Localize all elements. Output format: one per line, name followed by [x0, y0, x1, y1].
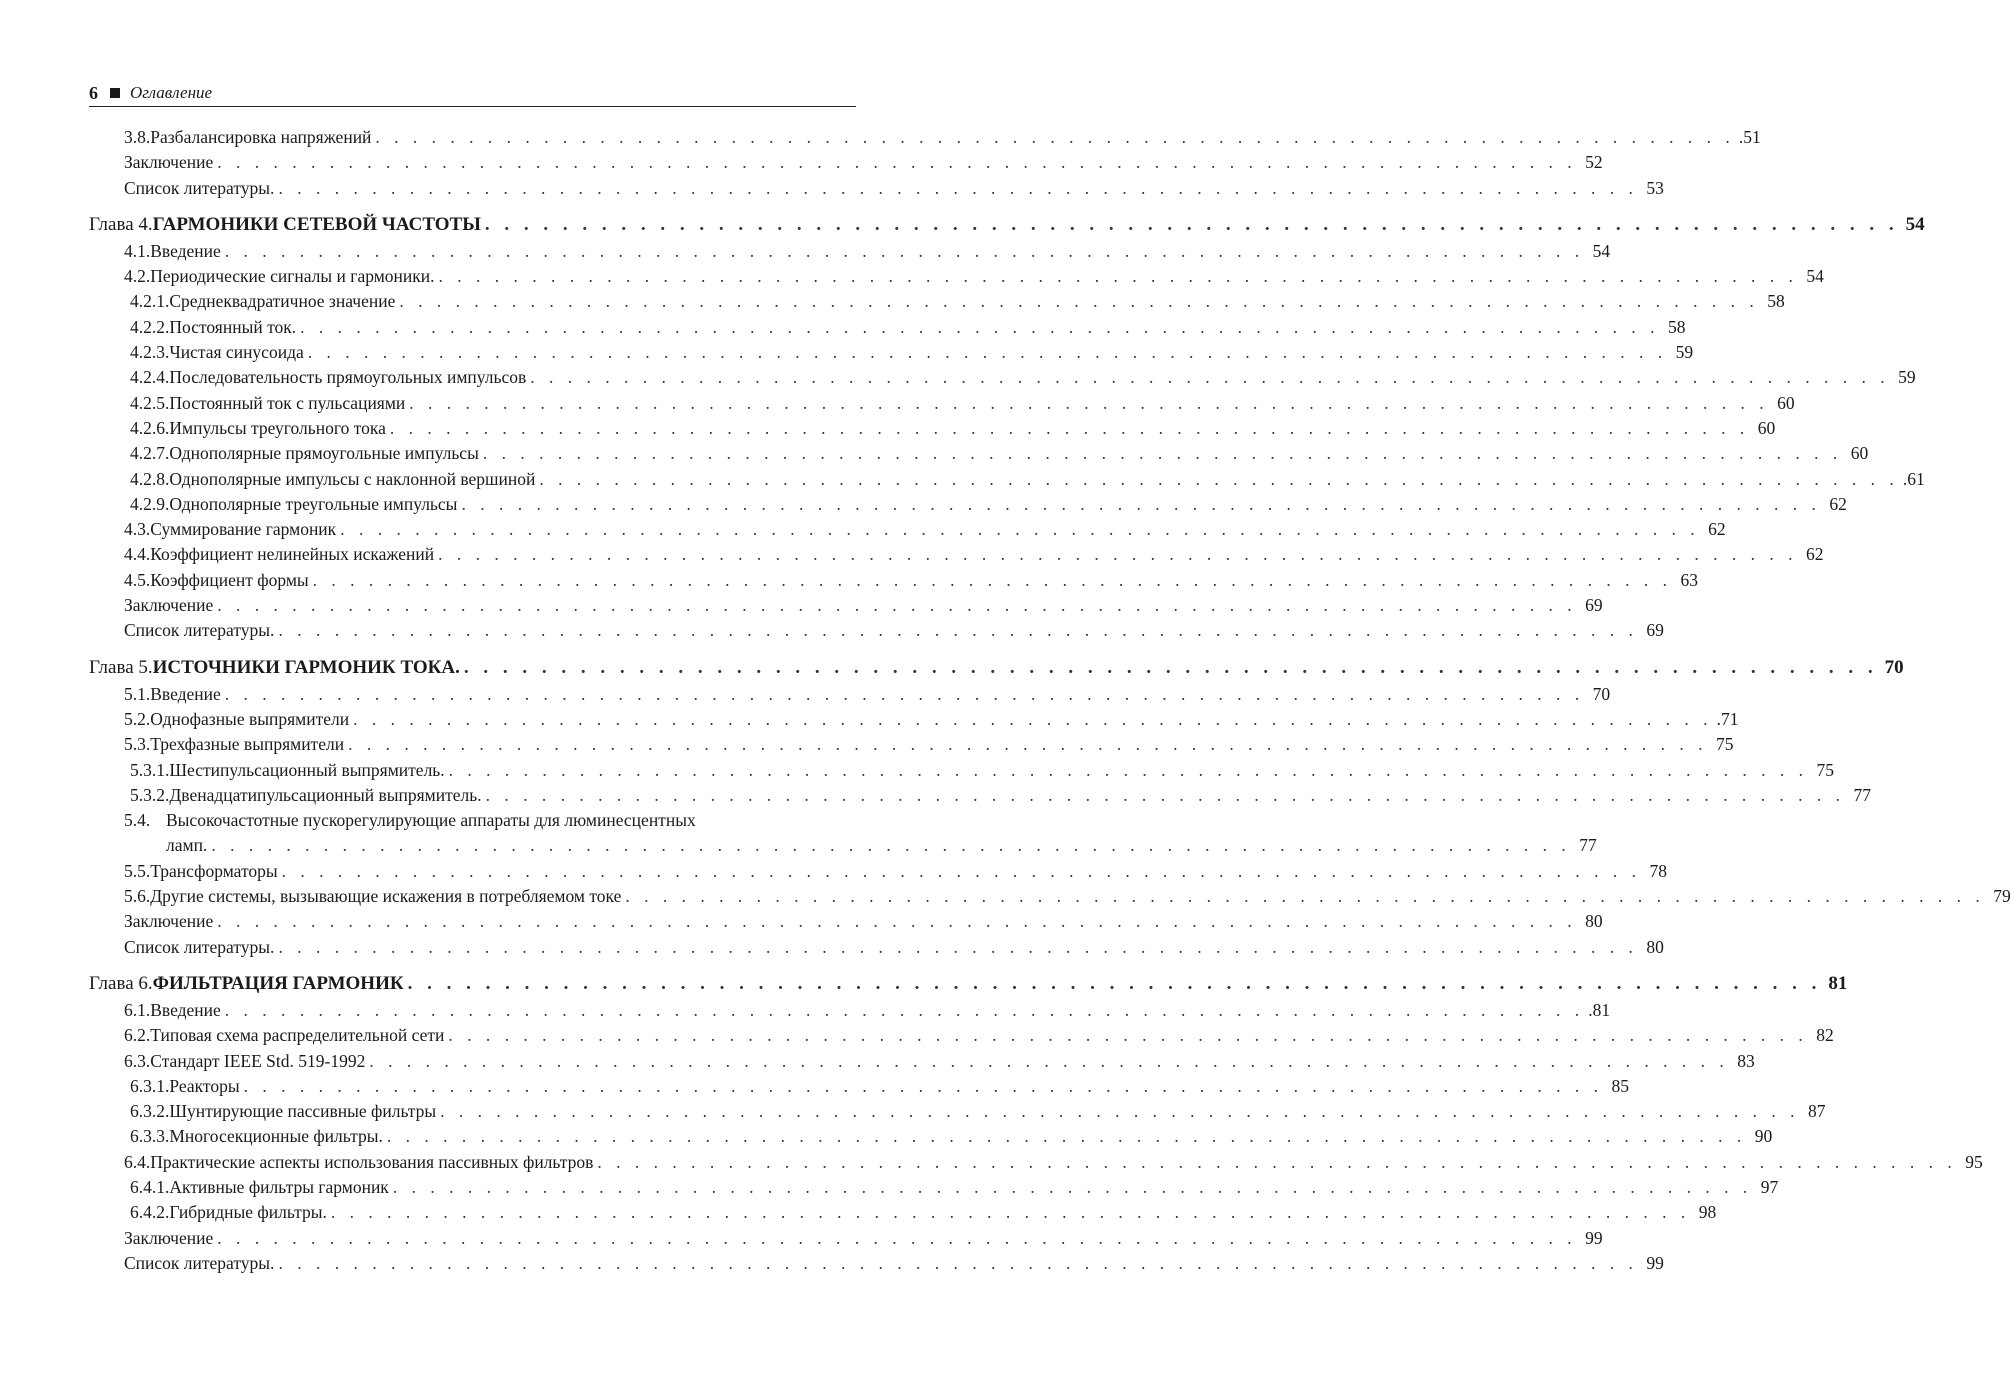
dot-leader: . . . . . . . . . . . . . . . . . . . . . . . . . . . . . . . . . . . . . . . . . . . . . . . . . . . . . . . . . . . . . . . . . . . . . . . . .: [438, 544, 1798, 565]
entry-title: Список литературы.: [124, 177, 275, 198]
entry-page-number: 99: [1585, 1227, 1603, 1248]
toc-section-row[interactable]: [89, 935, 1664, 960]
entry-number: 5.3.1.: [130, 759, 170, 780]
entry-title: Многосекционные фильтры.: [169, 1126, 383, 1147]
entry-number: 5.6.: [124, 886, 151, 907]
dot-leader: . . . . . . . . . . . . . . . . . . . . . . . . . . . . . . . . . . . . . . . . . . . . . . . . . . . . . . . . . . . . . . . . . . . . . . . . .: [278, 936, 1638, 957]
toc-section-row[interactable]: [89, 1251, 1664, 1276]
entry-title: Импульсы треугольного тока: [169, 417, 386, 438]
entry-page-number: .71: [1716, 708, 1739, 729]
entry-page-number: 75: [1816, 759, 1835, 780]
entry-number: 4.2.7.: [130, 443, 170, 464]
entry-page-number: 60: [1777, 392, 1795, 413]
dot-leader: . . . . . . . . . . . . . . . . . . . . . . . . . . . . . . . . . . . . . . . . . . . . . . . . . . . . . . . . . . . . . . . . . . . . . . . . .: [300, 316, 1660, 337]
entry-title: Гибридные фильтры.: [169, 1202, 327, 1223]
entry-page-number: 83: [1737, 1050, 1755, 1071]
entry-page-number: 87: [1808, 1101, 1826, 1122]
entry-page-number: 59: [1675, 342, 1694, 363]
entry-title: Типовая схема распределительной сети: [150, 1025, 445, 1046]
entry-page-number: 54: [1806, 266, 1824, 287]
entry-page-number: 63: [1680, 569, 1699, 590]
entry-page-number: 52: [1585, 152, 1603, 173]
entry-page-number: 58: [1668, 316, 1686, 337]
entry-title: Стандарт IEEE Std. 519-1992: [150, 1050, 366, 1071]
entry-number: 5.4.: [124, 810, 151, 831]
toc-section-row[interactable]: [89, 517, 1726, 542]
entry-title: Введение: [150, 683, 221, 704]
entry-page-number: 80: [1646, 936, 1664, 957]
toc-subsection-row[interactable]: [89, 1099, 1826, 1124]
dot-leader: . . . . . . . . . . . . . . . . . . . . . . . . . . . . . . . . . . . . . . . . . . . . . . . . . . . . . . . . . . . . . . . . . . . . . . . . .: [625, 886, 1985, 907]
toc-subsection-row[interactable]: [89, 1074, 1629, 1099]
dot-leader: . . . . . . . . . . . . . . . . . . . . . . . . . . . . . . . . . . . . . . . . . . . . . . . . . . . . . . . . . . . . . . . . . . . . . . . . .: [448, 1025, 1808, 1046]
entry-page-number: 78: [1649, 860, 1668, 881]
toc-section-row[interactable]: [89, 593, 1603, 618]
entry-number: 6.3.2.: [130, 1101, 170, 1122]
toc-section-row[interactable]: [89, 176, 1664, 201]
toc-subsection-row[interactable]: [89, 467, 1925, 492]
dot-leader: . . . . . . . . . . . . . . . . . . . . . . . . . . . . . . . . . . . . . . . . . . . . . . . . . . . . . . . . . . . . . . . . . . . . . . . . .: [407, 972, 1822, 994]
dot-leader: . . . . . . . . . . . . . . . . . . . . . . . . . . . . . . . . . . . . . . . . . . . . . . . . . . . . . . . . . . . . . . . . . . . . . . . . .: [330, 1202, 1691, 1223]
running-header: [89, 80, 856, 107]
dot-leader: . . . . . . . . . . . . . . . . . . . . . . . . . . . . . . . . . . . . . . . . . . . . . . . . . . . . . . . . . . . . . . . . . . . . . . . . .: [281, 860, 1642, 881]
entry-title: Заключение: [124, 595, 214, 616]
toc-section-row[interactable]: [89, 732, 1734, 757]
entry-page-number: 79: [1993, 886, 2011, 907]
entry-page-number: 82: [1816, 1025, 1834, 1046]
dot-leader: . . . . . . . . . . . . . . . . . . . . . . . . . . . . . . . . . . . . . . . . . . . . . . . . . . . . . . . . . . . . . . . . . . . . . . . . .: [211, 835, 1571, 856]
entry-title: Заключение: [124, 1227, 214, 1248]
dot-leader: . . . . . . . . . . . . . . . . . . . . . . . . . . . . . . . . . . . . . . . . . . . . . . . . . . . . . . . . . . . . . . . . . . . . . . . . .: [278, 177, 1638, 198]
entry-number: 5.3.2.: [130, 784, 170, 805]
dot-leader: . . . . . . . . . . . . . . . . . . . . . . . . . . . . . . . . . . . . . . . . . . . . . . . . . . . . . . . . . . . . . . . . . . . . . . . . .: [224, 999, 1585, 1020]
dot-leader: . . . . . . . . . . . . . . . . . . . . . . . . . . . . . . . . . . . . . . . . . . . . . . . . . . . . . . . . . . . . . . . . . . . . . . . . .: [375, 127, 1735, 147]
dot-leader: . . . . . . . . . . . . . . . . . . . . . . . . . . . . . . . . . . . . . . . . . . . . . . . . . . . . . . . . . . . . . . . . . . . . . . . . .: [530, 367, 1890, 388]
dot-leader: . . . . . . . . . . . . . . . . . . . . . . . . . . . . . . . . . . . . . . . . . . . . . . . . . . . . . . . . . . . . . . . . . . . . . . . . .: [389, 417, 1750, 438]
toc-subsection-row[interactable]: [89, 289, 1785, 314]
entry-page-number: 97: [1760, 1176, 1779, 1197]
toc-section-row[interactable]: [89, 909, 1603, 934]
toc-section-row[interactable]: [89, 1226, 1603, 1251]
dot-leader: . . . . . . . . . . . . . . . . . . . . . . . . . . . . . . . . . . . . . . . . . . . . . . . . . . . . . . . . . . . . . . . . . . . . . . . . .: [217, 911, 1577, 932]
chapter-page-number: 54: [1905, 213, 1925, 235]
entry-page-number: 54: [1592, 240, 1611, 261]
entry-title: Суммирование гармоник: [150, 519, 337, 540]
chapter-number: Глава 5.: [89, 656, 153, 678]
entry-title: Однополярные прямоугольные импульсы: [169, 443, 479, 464]
entry-number: 6.1.: [124, 999, 151, 1020]
chapter-page-number: 81: [1828, 972, 1848, 994]
entry-title: Последовательность прямоугольных импульсов: [169, 367, 527, 388]
entry-number: 6.4.1.: [130, 1176, 170, 1197]
toc-entry-continuation[interactable]: [89, 833, 1597, 858]
entry-number: 6.3.1.: [130, 1075, 170, 1096]
dot-leader: . . . . . . . . . . . . . . . . . . . . . . . . . . . . . . . . . . . . . . . . . . . . . . . . . . . . . . . . . . . . . . . . . . . . . . . . .: [484, 213, 1899, 235]
toc-subsection-row[interactable]: [89, 758, 1835, 783]
entry-title: Постоянный ток с пульсациями: [169, 392, 406, 413]
entry-title: Заключение: [124, 152, 214, 173]
entry-number: 5.3.: [124, 734, 151, 755]
dot-leader: . . . . . . . . . . . . . . . . . . . . . . . . . . . . . . . . . . . . . . . . . . . . . . . . . . . . . . . . . . . . . . . . . . . . . . . . .: [392, 1176, 1753, 1197]
entry-number: 3.8.: [124, 127, 151, 147]
entry-number: 4.2.8.: [130, 468, 170, 489]
dot-leader: . . . . . . . . . . . . . . . . . . . . . . . . . . . . . . . . . . . . . . . . . . . . . . . . . . . . . . . . . . . . . . . . . . . . . . . . .: [312, 569, 1673, 590]
entry-title: Среднеквадратичное значение: [169, 291, 396, 312]
entry-number: 4.2.6.: [130, 417, 170, 438]
entry-number: 4.5.: [124, 569, 151, 590]
entry-title: Коэффициент формы: [150, 569, 309, 590]
dot-leader: . . . . . . . . . . . . . . . . . . . . . . . . . . . . . . . . . . . . . . . . . . . . . . . . . . . . . . . . . . . . . . . . . . . . . . . . .: [224, 683, 1585, 704]
toc-section-row[interactable]: [89, 264, 1824, 289]
entry-page-number: 80: [1585, 911, 1603, 932]
entry-number: 4.2.1.: [130, 291, 170, 312]
entry-title: Шестипульсационный выпрямитель.: [169, 759, 445, 780]
dot-leader: . . . . . . . . . . . . . . . . . . . . . . . . . . . . . . . . . . . . . . . . . . . . . . . . . . . . . . . . . . . . . . . . . . . . . . . . .: [243, 1075, 1603, 1096]
entry-page-number: 98: [1698, 1202, 1717, 1223]
entry-page-number: 62: [1805, 544, 1824, 565]
entry-title: Однополярные треугольные импульсы: [169, 493, 458, 514]
entry-title: Список литературы.: [124, 936, 275, 957]
dot-leader: . . . . . . . . . . . . . . . . . . . . . . . . . . . . . . . . . . . . . . . . . . . . . . . . . . . . . . . . . . . . . . . . . . . . . . . . .: [463, 656, 1878, 678]
toc-subsection-row[interactable]: [89, 416, 1776, 441]
dot-leader: . . . . . . . . . . . . . . . . . . . . . . . . . . . . . . . . . . . . . . . . . . . . . . . . . . . . . . . . . . . . . . . . . . . . . . . . .: [217, 1227, 1577, 1248]
dot-leader: . . . . . . . . . . . . . . . . . . . . . . . . . . . . . . . . . . . . . . . . . . . . . . . . . . . . . . . . . . . . . . . . . . . . . . . . .: [409, 392, 1769, 413]
entry-title: Коэффициент нелинейных искажений: [150, 544, 435, 565]
page-number: 6: [89, 82, 98, 103]
toc-subsection-row[interactable]: [89, 315, 1686, 340]
entry-title: Разбалансировка напряжений: [150, 127, 372, 147]
dot-leader: . . . . . . . . . . . . . . . . . . . . . . . . . . . . . . . . . . . . . . . . . . . . . . . . . . . . . . . . . . . . . . . . . . . . . . . . .: [386, 1126, 1747, 1147]
entry-title: Введение: [150, 240, 221, 261]
entry-page-number: 69: [1585, 595, 1603, 616]
entry-number: 6.3.3.: [130, 1126, 170, 1147]
toc-section-row[interactable]: [89, 884, 2011, 909]
entry-page-number: 77: [1579, 835, 1597, 856]
entry-title: Чистая синусоида: [169, 342, 304, 363]
dot-leader: . . . . . . . . . . . . . . . . . . . . . . . . . . . . . . . . . . . . . . . . . . . . . . . . . . . . . . . . . . . . . . . . . . . . . . . . .: [399, 291, 1759, 312]
entry-number: 4.2.4.: [130, 367, 170, 388]
running-title: Оглавление: [130, 83, 213, 102]
dot-leader: . . . . . . . . . . . . . . . . . . . . . . . . . . . . . . . . . . . . . . . . . . . . . . . . . . . . . . . . . . . . . . . . . . . . . . . . .: [217, 595, 1577, 616]
entry-page-number: 53: [1646, 177, 1664, 198]
toc-section-row[interactable]: [89, 1150, 1983, 1175]
dot-leader: . . . . . . . . . . . . . . . . . . . . . . . . . . . . . . . . . . . . . . . . . . . . . . . . . . . . . . . . . . . . . . . . . . . . . . . . .: [348, 734, 1708, 755]
dot-leader: . . . . . . . . . . . . . . . . . . . . . . . . . . . . . . . . . . . . . . . . . . . . . . . . . . . . . . . . . . . . . . . . . . . . . . . . .: [224, 240, 1585, 261]
entry-number: 4.3.: [124, 519, 151, 540]
entry-page-number: .51: [1738, 127, 1761, 147]
chapter-title: ГАРМОНИКИ СЕТЕВОЙ ЧАСТОТЫ: [152, 213, 481, 235]
entry-page-number: 85: [1611, 1075, 1629, 1096]
entry-number: 6.4.: [124, 1151, 151, 1172]
toc-chapter-row[interactable]: [89, 654, 1904, 682]
entry-number: 4.2.3.: [130, 342, 170, 363]
entry-title: Реакторы: [169, 1075, 240, 1096]
toc-section-row[interactable]: [89, 1049, 1755, 1074]
chapter-number: Глава 6.: [89, 972, 153, 994]
chapter-title: ИСТОЧНИКИ ГАРМОНИК ТОКА.: [152, 656, 460, 678]
toc-subsection-row[interactable]: [89, 1124, 1773, 1149]
toc-section-row[interactable]: [89, 707, 1739, 732]
entry-page-number: 60: [1850, 443, 1869, 464]
entry-title: Список литературы.: [124, 1252, 275, 1273]
entry-title: Однофазные выпрямители: [150, 708, 350, 729]
toc-section-row[interactable]: [89, 125, 1761, 150]
entry-title: Периодические сигналы и гармоники.: [150, 266, 435, 287]
entry-page-number: 70: [1592, 683, 1611, 704]
entry-page-number: 59: [1898, 367, 1916, 388]
dot-leader: . . . . . . . . . . . . . . . . . . . . . . . . . . . . . . . . . . . . . . . . . . . . . . . . . . . . . . . . . . . . . . . . . . . . . . . . .: [461, 493, 1821, 514]
dot-leader: . . . . . . . . . . . . . . . . . . . . . . . . . . . . . . . . . . . . . . . . . . . . . . . . . . . . . . . . . . . . . . . . . . . . . . . . .: [369, 1050, 1729, 1071]
toc-entry-wrapped[interactable]: [89, 808, 856, 833]
entry-number: 4.2.9.: [130, 493, 170, 514]
entry-number: 5.2.: [124, 708, 151, 729]
toc-subsection-row[interactable]: [89, 783, 1871, 808]
toc-subsection-row[interactable]: [89, 340, 1694, 365]
entry-number: 4.2.5.: [130, 392, 170, 413]
dot-leader: . . . . . . . . . . . . . . . . . . . . . . . . . . . . . . . . . . . . . . . . . . . . . . . . . . . . . . . . . . . . . . . . . . . . . . . . .: [539, 468, 1899, 489]
toc-section-row[interactable]: [89, 568, 1699, 593]
entry-title: Активные фильтры гармоник: [169, 1176, 389, 1197]
chapter-page-number: 70: [1884, 656, 1904, 678]
toc-section-row[interactable]: [89, 618, 1664, 643]
entry-title: Заключение: [124, 911, 214, 932]
chapter-title: ФИЛЬТРАЦИЯ ГАРМОНИК: [152, 972, 404, 994]
entry-title: Шунтирующие пассивные фильтры: [169, 1101, 437, 1122]
entry-page-number: 58: [1767, 291, 1785, 312]
toc-section-row[interactable]: [89, 859, 1668, 884]
dot-leader: . . . . . . . . . . . . . . . . . . . . . . . . . . . . . . . . . . . . . . . . . . . . . . . . . . . . . . . . . . . . . . . . . . . . . . . . .: [353, 708, 1713, 729]
toc-subsection-row[interactable]: [89, 391, 1795, 416]
entry-page-number: 99: [1646, 1252, 1664, 1273]
toc-subsection-row[interactable]: [89, 492, 1847, 517]
entry-title: Список литературы.: [124, 620, 275, 641]
dot-leader: . . . . . . . . . . . . . . . . . . . . . . . . . . . . . . . . . . . . . . . . . . . . . . . . . . . . . . . . . . . . . . . . . . . . . . . . .: [448, 759, 1809, 780]
dot-leader: . . . . . . . . . . . . . . . . . . . . . . . . . . . . . . . . . . . . . . . . . . . . . . . . . . . . . . . . . . . . . . . . . . . . . . . . .: [340, 519, 1700, 540]
entry-page-number: 90: [1754, 1126, 1773, 1147]
toc-subsection-row[interactable]: [89, 1175, 1779, 1200]
toc-section-row[interactable]: [89, 1023, 1834, 1048]
dot-leader: . . . . . . . . . . . . . . . . . . . . . . . . . . . . . . . . . . . . . . . . . . . . . . . . . . . . . . . . . . . . . . . . . . . . . . . . .: [482, 443, 1843, 464]
entry-page-number: .61: [1902, 468, 1925, 489]
entry-page-number: 62: [1829, 493, 1847, 514]
dot-leader: . . . . . . . . . . . . . . . . . . . . . . . . . . . . . . . . . . . . . . . . . . . . . . . . . . . . . . . . . . . . . . . . . . . . . . . . .: [597, 1151, 1957, 1172]
toc-subsection-row[interactable]: [89, 441, 1869, 466]
entry-number: 6.3.: [124, 1050, 151, 1071]
entry-number: 5.1.: [124, 683, 151, 704]
entry-page-number: 95: [1965, 1151, 1983, 1172]
entry-number: 4.1.: [124, 240, 151, 261]
toc-subsection-row[interactable]: [89, 1200, 1717, 1225]
dot-leader: . . . . . . . . . . . . . . . . . . . . . . . . . . . . . . . . . . . . . . . . . . . . . . . . . . . . . . . . . . . . . . . . . . . . . . . . .: [438, 266, 1798, 287]
toc-chapter-row[interactable]: [89, 970, 1848, 998]
entry-number: 4.2.: [124, 266, 151, 287]
entry-title: Трехфазные выпрямители: [150, 734, 345, 755]
dot-leader: . . . . . . . . . . . . . . . . . . . . . . . . . . . . . . . . . . . . . . . . . . . . . . . . . . . . . . . . . . . . . . . . . . . . . . . . .: [278, 620, 1638, 641]
toc-section-row[interactable]: [89, 239, 1611, 264]
entry-title-continuation: ламп.: [166, 835, 208, 856]
dot-leader: . . . . . . . . . . . . . . . . . . . . . . . . . . . . . . . . . . . . . . . . . . . . . . . . . . . . . . . . . . . . . . . . . . . . . . . . .: [217, 152, 1577, 173]
dot-leader: . . . . . . . . . . . . . . . . . . . . . . . . . . . . . . . . . . . . . . . . . . . . . . . . . . . . . . . . . . . . . . . . . . . . . . . . .: [278, 1252, 1638, 1273]
table-of-contents: [89, 125, 2011, 1276]
entry-title: Высокочастотные пускорегулирующие аппараты для люминесцентных: [166, 810, 696, 831]
entry-page-number: 62: [1708, 519, 1726, 540]
entry-page-number: 60: [1757, 417, 1776, 438]
toc-section-row[interactable]: [89, 998, 1611, 1023]
dot-leader: . . . . . . . . . . . . . . . . . . . . . . . . . . . . . . . . . . . . . . . . . . . . . . . . . . . . . . . . . . . . . . . . . . . . . . . . .: [307, 342, 1668, 363]
entry-number: 4.4.: [124, 544, 151, 565]
entry-page-number: 77: [1853, 784, 1871, 805]
entry-number: 5.5.: [124, 860, 151, 881]
entry-page-number: .81: [1588, 999, 1611, 1020]
toc-section-row[interactable]: [89, 542, 1824, 567]
chapter-number: Глава 4.: [89, 213, 153, 235]
entry-title: Двенадцатипульсационный выпрямитель.: [169, 784, 482, 805]
toc-section-row[interactable]: [89, 682, 1611, 707]
entry-title: Другие системы, вызывающие искажения в потребляемом токе: [150, 886, 622, 907]
entry-page-number: 75: [1715, 734, 1734, 755]
entry-title: Постоянный ток.: [169, 316, 297, 337]
toc-chapter-row[interactable]: [89, 211, 1925, 239]
entry-title: Введение: [150, 999, 221, 1020]
entry-number: 6.4.2.: [130, 1202, 170, 1223]
square-bullet-icon: [110, 88, 120, 98]
entry-page-number: 69: [1646, 620, 1664, 641]
entry-title: Однополярные импульсы с наклонной вершиной: [169, 468, 536, 489]
entry-number: 4.2.2.: [130, 316, 170, 337]
entry-title: Практические аспекты использования пассивных фильтров: [150, 1151, 594, 1172]
dot-leader: . . . . . . . . . . . . . . . . . . . . . . . . . . . . . . . . . . . . . . . . . . . . . . . . . . . . . . . . . . . . . . . . . . . . . . . . .: [440, 1101, 1800, 1122]
dot-leader: . . . . . . . . . . . . . . . . . . . . . . . . . . . . . . . . . . . . . . . . . . . . . . . . . . . . . . . . . . . . . . . . . . . . . . . . .: [485, 784, 1845, 805]
toc-subsection-row[interactable]: [89, 365, 1916, 390]
toc-section-row[interactable]: [89, 150, 1603, 175]
entry-number: 6.2.: [124, 1025, 151, 1046]
entry-title: Трансформаторы: [150, 860, 278, 881]
